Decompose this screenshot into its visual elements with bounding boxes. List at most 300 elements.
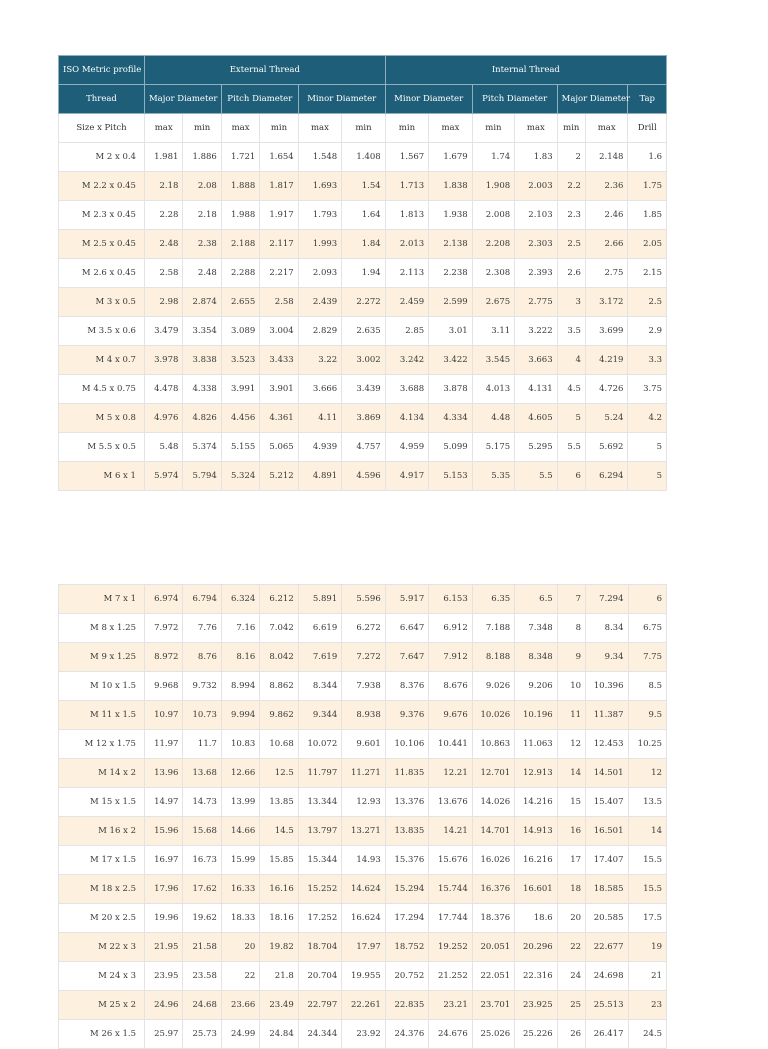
value-cell: 3.222 — [515, 317, 557, 346]
value-cell: 1.713 — [385, 172, 428, 201]
value-cell: 4.959 — [385, 433, 428, 462]
value-cell: 17.407 — [586, 846, 628, 875]
value-cell: 3.878 — [429, 375, 472, 404]
value-cell: 2.98 — [144, 288, 182, 317]
thread-size-cell: M 24 x 3 — [59, 962, 145, 991]
value-cell: 4.826 — [183, 404, 221, 433]
value-cell: 23.92 — [342, 1020, 386, 1049]
value-cell: 22 — [221, 962, 259, 991]
value-cell: 9.376 — [385, 701, 429, 730]
value-cell: 12.93 — [342, 788, 386, 817]
value-cell: 10.026 — [472, 701, 514, 730]
limit-subheader: min — [183, 114, 221, 143]
value-cell: 24.344 — [298, 1020, 342, 1049]
value-cell: 6.212 — [260, 585, 298, 614]
value-cell: 7.75 — [628, 643, 667, 672]
value-cell: 24.96 — [144, 991, 182, 1020]
value-cell: 5.794 — [183, 462, 221, 491]
value-cell: 26.417 — [586, 1020, 628, 1049]
value-cell: 18.704 — [298, 933, 342, 962]
value-cell: 2.6 — [557, 259, 585, 288]
value-cell: 5.374 — [183, 433, 221, 462]
value-cell: 15.99 — [221, 846, 259, 875]
thread-size-cell: M 16 x 2 — [59, 817, 145, 846]
table-row — [59, 288, 667, 317]
thread-size-cell: M 3 x 0.5 — [59, 288, 145, 317]
value-cell: 13.835 — [385, 817, 429, 846]
value-cell: 24.68 — [183, 991, 221, 1020]
value-cell: 15.5 — [628, 846, 667, 875]
table-row — [59, 404, 667, 433]
value-cell: 4.478 — [144, 375, 182, 404]
thread-dimension-table — [58, 55, 667, 491]
value-cell: 3.978 — [144, 346, 182, 375]
value-cell: 15.5 — [628, 875, 667, 904]
value-cell: 1.75 — [628, 172, 667, 201]
value-cell: 9.344 — [298, 701, 342, 730]
value-cell: 12 — [557, 730, 585, 759]
value-cell: 13.271 — [342, 817, 386, 846]
value-cell: 16.33 — [221, 875, 259, 904]
value-cell: 2.46 — [585, 201, 627, 230]
value-cell: 7.619 — [298, 643, 342, 672]
value-cell: 2.66 — [585, 230, 627, 259]
value-cell: 13.68 — [183, 759, 221, 788]
value-cell: 14.624 — [342, 875, 386, 904]
value-cell: 1.993 — [298, 230, 341, 259]
value-cell: 12.66 — [221, 759, 259, 788]
value-cell: 20.752 — [385, 962, 429, 991]
value-cell: 2.5 — [628, 288, 667, 317]
value-cell: 6.647 — [385, 614, 429, 643]
value-cell: 19.252 — [429, 933, 473, 962]
value-cell: 1.679 — [429, 143, 472, 172]
value-cell: 15.344 — [298, 846, 342, 875]
value-cell: 3.002 — [342, 346, 385, 375]
thread-size-cell: M 6 x 1 — [59, 462, 145, 491]
value-cell: 19.82 — [260, 933, 298, 962]
value-cell: 12.453 — [586, 730, 628, 759]
thread-size-cell: M 7 x 1 — [59, 585, 145, 614]
value-cell: 14.501 — [586, 759, 628, 788]
value-cell: 2.138 — [429, 230, 472, 259]
value-cell: 21.252 — [429, 962, 473, 991]
value-cell: 3.5 — [557, 317, 585, 346]
value-cell: 11.063 — [515, 730, 557, 759]
value-cell: 1.54 — [342, 172, 385, 201]
value-cell: 5.48 — [144, 433, 182, 462]
value-cell: 11.271 — [342, 759, 386, 788]
value-cell: 2.38 — [183, 230, 221, 259]
value-cell: 2.829 — [298, 317, 341, 346]
value-cell: 9.732 — [183, 672, 221, 701]
value-cell: 16.376 — [472, 875, 514, 904]
table-row — [59, 614, 667, 643]
table-row — [59, 933, 667, 962]
value-cell: 24 — [557, 962, 585, 991]
table-row — [59, 433, 667, 462]
value-cell: 6.75 — [628, 614, 667, 643]
value-cell: 1.84 — [342, 230, 385, 259]
table-row — [59, 730, 667, 759]
ext-pitch-diameter-header: Pitch Diameter — [221, 85, 298, 114]
value-cell: 4.917 — [385, 462, 428, 491]
value-cell: 5.974 — [144, 462, 182, 491]
value-cell: 13.344 — [298, 788, 342, 817]
table-row — [59, 672, 667, 701]
value-cell: 5.891 — [298, 585, 342, 614]
value-cell: 8.376 — [385, 672, 429, 701]
value-cell: 13.376 — [385, 788, 429, 817]
value-cell: 9.34 — [586, 643, 628, 672]
limit-subheader: max — [298, 114, 341, 143]
value-cell: 3.004 — [260, 317, 298, 346]
value-cell: 3.479 — [144, 317, 182, 346]
table-row — [59, 230, 667, 259]
table-row — [59, 875, 667, 904]
value-cell: 2.008 — [472, 201, 514, 230]
thread-size-cell: M 11 x 1.5 — [59, 701, 145, 730]
table-row — [59, 172, 667, 201]
value-cell: 22.316 — [515, 962, 557, 991]
value-cell: 2.15 — [628, 259, 667, 288]
value-cell: 9.862 — [260, 701, 298, 730]
table-row — [59, 317, 667, 346]
table-row — [59, 759, 667, 788]
thread-size-cell: M 5.5 x 0.5 — [59, 433, 145, 462]
value-cell: 3.663 — [515, 346, 557, 375]
value-cell: 19.955 — [342, 962, 386, 991]
value-cell: 3.172 — [585, 288, 627, 317]
value-cell: 15.252 — [298, 875, 342, 904]
table-page-top — [58, 55, 667, 488]
value-cell: 12.701 — [472, 759, 514, 788]
value-cell: 17.5 — [628, 904, 667, 933]
value-cell: 2.288 — [221, 259, 259, 288]
value-cell: 2.308 — [472, 259, 514, 288]
value-cell: 24.676 — [429, 1020, 473, 1049]
thread-size-cell: M 2.3 x 0.45 — [59, 201, 145, 230]
value-cell: 18 — [557, 875, 585, 904]
value-cell: 17.252 — [298, 904, 342, 933]
value-cell: 5 — [628, 462, 667, 491]
value-cell: 3.089 — [221, 317, 259, 346]
value-cell: 15.85 — [260, 846, 298, 875]
table-row — [59, 846, 667, 875]
value-cell: 7 — [557, 585, 585, 614]
table-row — [59, 643, 667, 672]
value-cell: 5.5 — [515, 462, 557, 491]
thread-size-cell: M 17 x 1.5 — [59, 846, 145, 875]
value-cell: 2.093 — [298, 259, 341, 288]
value-cell: 2.148 — [585, 143, 627, 172]
value-cell: 14.21 — [429, 817, 473, 846]
table-row — [59, 143, 667, 172]
value-cell: 15.294 — [385, 875, 429, 904]
value-cell: 1.817 — [260, 172, 298, 201]
thread-size-cell: M 20 x 2.5 — [59, 904, 145, 933]
ext-major-diameter-header: Major Diameter — [144, 85, 221, 114]
value-cell: 3.3 — [628, 346, 667, 375]
value-cell: 8.5 — [628, 672, 667, 701]
value-cell: 4.2 — [628, 404, 667, 433]
value-cell: 10.25 — [628, 730, 667, 759]
value-cell: 18.16 — [260, 904, 298, 933]
value-cell: 20.585 — [586, 904, 628, 933]
value-cell: 4.5 — [557, 375, 585, 404]
value-cell: 5.24 — [585, 404, 627, 433]
value-cell: 3.838 — [183, 346, 221, 375]
value-cell: 3.523 — [221, 346, 259, 375]
value-cell: 23 — [628, 991, 667, 1020]
value-cell: 18.752 — [385, 933, 429, 962]
value-cell: 4.726 — [585, 375, 627, 404]
value-cell: 9.968 — [144, 672, 182, 701]
value-cell: 22 — [557, 933, 585, 962]
value-cell: 1.654 — [260, 143, 298, 172]
value-cell: 12 — [628, 759, 667, 788]
ext-minor-diameter-header: Minor Diameter — [298, 85, 385, 114]
value-cell: 4.11 — [298, 404, 341, 433]
value-cell: 15.68 — [183, 817, 221, 846]
value-cell: 2.238 — [429, 259, 472, 288]
thread-size-cell: M 25 x 2 — [59, 991, 145, 1020]
value-cell: 9 — [557, 643, 585, 672]
value-cell: 13.5 — [628, 788, 667, 817]
table-row — [59, 585, 667, 614]
value-cell: 1.548 — [298, 143, 341, 172]
value-cell: 6.35 — [472, 585, 514, 614]
value-cell: 21.58 — [183, 933, 221, 962]
value-cell: 2.48 — [183, 259, 221, 288]
value-cell: 25 — [557, 991, 585, 1020]
thread-size-cell: M 10 x 1.5 — [59, 672, 145, 701]
value-cell: 15.376 — [385, 846, 429, 875]
value-cell: 16 — [557, 817, 585, 846]
value-cell: 2.675 — [472, 288, 514, 317]
limit-subheader: max — [585, 114, 627, 143]
value-cell: 25.226 — [515, 1020, 557, 1049]
value-cell: 7.294 — [586, 585, 628, 614]
value-cell: 16.624 — [342, 904, 386, 933]
value-cell: 3.688 — [385, 375, 428, 404]
value-cell: 2.28 — [144, 201, 182, 230]
value-cell: 2.18 — [183, 201, 221, 230]
limit-subheader: min — [342, 114, 385, 143]
value-cell: 13.96 — [144, 759, 182, 788]
value-cell: 11.835 — [385, 759, 429, 788]
value-cell: 17.96 — [144, 875, 182, 904]
value-cell: 17.744 — [429, 904, 473, 933]
table-row — [59, 904, 667, 933]
value-cell: 24.99 — [221, 1020, 259, 1049]
value-cell: 19.62 — [183, 904, 221, 933]
value-cell: 2.874 — [183, 288, 221, 317]
thread-size-cell: M 2 x 0.4 — [59, 143, 145, 172]
value-cell: 19 — [628, 933, 667, 962]
value-cell: 16.73 — [183, 846, 221, 875]
thread-size-cell: M 5 x 0.8 — [59, 404, 145, 433]
value-cell: 3.01 — [429, 317, 472, 346]
value-cell: 1.74 — [472, 143, 514, 172]
value-cell: 3.666 — [298, 375, 341, 404]
value-cell: 10.97 — [144, 701, 182, 730]
value-cell: 10.73 — [183, 701, 221, 730]
value-cell: 2.3 — [557, 201, 585, 230]
value-cell: 7.938 — [342, 672, 386, 701]
value-cell: 6.794 — [183, 585, 221, 614]
value-cell: 4.596 — [342, 462, 385, 491]
value-cell: 7.16 — [221, 614, 259, 643]
value-cell: 8.938 — [342, 701, 386, 730]
value-cell: 8.972 — [144, 643, 182, 672]
value-cell: 26 — [557, 1020, 585, 1049]
value-cell: 2.272 — [342, 288, 385, 317]
table-row — [59, 991, 667, 1020]
value-cell: 3.422 — [429, 346, 472, 375]
value-cell: 11.97 — [144, 730, 182, 759]
table-page-bottom — [58, 584, 667, 1039]
value-cell: 4.456 — [221, 404, 259, 433]
value-cell: 10.396 — [586, 672, 628, 701]
value-cell: 3.869 — [342, 404, 385, 433]
value-cell: 1.85 — [628, 201, 667, 230]
int-minor-diameter-header: Minor Diameter — [385, 85, 472, 114]
value-cell: 18.33 — [221, 904, 259, 933]
value-cell: 2.75 — [585, 259, 627, 288]
value-cell: 4.013 — [472, 375, 514, 404]
value-cell: 16.16 — [260, 875, 298, 904]
value-cell: 6 — [557, 462, 585, 491]
value-cell: 16.601 — [515, 875, 557, 904]
thread-size-cell: M 2.6 x 0.45 — [59, 259, 145, 288]
value-cell: 4.219 — [585, 346, 627, 375]
value-cell: 23.21 — [429, 991, 473, 1020]
value-cell: 5.5 — [557, 433, 585, 462]
value-cell: 8.862 — [260, 672, 298, 701]
value-cell: 2.85 — [385, 317, 428, 346]
thread-dimension-table-continued — [58, 584, 667, 1049]
value-cell: 8.344 — [298, 672, 342, 701]
value-cell: 3.433 — [260, 346, 298, 375]
value-cell: 1.408 — [342, 143, 385, 172]
value-cell: 20.704 — [298, 962, 342, 991]
value-cell: 15.676 — [429, 846, 473, 875]
value-cell: 3.439 — [342, 375, 385, 404]
value-cell: 12.21 — [429, 759, 473, 788]
thread-size-cell: M 9 x 1.25 — [59, 643, 145, 672]
size-pitch-subheader: Size x Pitch — [59, 114, 145, 143]
value-cell: 17.97 — [342, 933, 386, 962]
value-cell: 4.757 — [342, 433, 385, 462]
value-cell: 23.66 — [221, 991, 259, 1020]
value-cell: 24.376 — [385, 1020, 429, 1049]
value-cell: 6.974 — [144, 585, 182, 614]
table-row — [59, 962, 667, 991]
table-row — [59, 788, 667, 817]
value-cell: 6.294 — [585, 462, 627, 491]
value-cell: 21 — [628, 962, 667, 991]
value-cell: 3.545 — [472, 346, 514, 375]
limit-subheader: min — [260, 114, 298, 143]
value-cell: 6.5 — [515, 585, 557, 614]
value-cell: 16.216 — [515, 846, 557, 875]
value-cell: 3.75 — [628, 375, 667, 404]
value-cell: 20 — [557, 904, 585, 933]
value-cell: 10.68 — [260, 730, 298, 759]
value-cell: 13.676 — [429, 788, 473, 817]
internal-thread-header: Internal Thread — [385, 56, 666, 85]
int-pitch-diameter-header: Pitch Diameter — [472, 85, 557, 114]
value-cell: 14.5 — [260, 817, 298, 846]
value-cell: 1.981 — [144, 143, 182, 172]
value-cell: 1.838 — [429, 172, 472, 201]
value-cell: 15.407 — [586, 788, 628, 817]
limit-subheader: max — [515, 114, 557, 143]
table-row — [59, 375, 667, 404]
thread-size-cell: M 12 x 1.75 — [59, 730, 145, 759]
value-cell: 2.599 — [429, 288, 472, 317]
value-cell: 13.797 — [298, 817, 342, 846]
value-cell: 2.303 — [515, 230, 557, 259]
value-cell: 4.891 — [298, 462, 341, 491]
value-cell: 8.348 — [515, 643, 557, 672]
value-cell: 1.988 — [221, 201, 259, 230]
value-cell: 7.272 — [342, 643, 386, 672]
value-cell: 16.501 — [586, 817, 628, 846]
thread-size-cell: M 2.2 x 0.45 — [59, 172, 145, 201]
value-cell: 24.698 — [586, 962, 628, 991]
value-cell: 7.188 — [472, 614, 514, 643]
thread-size-cell: M 4 x 0.7 — [59, 346, 145, 375]
value-cell: 25.026 — [472, 1020, 514, 1049]
value-cell: 7.972 — [144, 614, 182, 643]
table-row — [59, 346, 667, 375]
value-cell: 5.065 — [260, 433, 298, 462]
value-cell: 9.994 — [221, 701, 259, 730]
thread-size-cell: M 15 x 1.5 — [59, 788, 145, 817]
value-cell: 2.58 — [144, 259, 182, 288]
value-cell: 2.9 — [628, 317, 667, 346]
value-cell: 2.08 — [183, 172, 221, 201]
value-cell: 1.6 — [628, 143, 667, 172]
value-cell: 17.294 — [385, 904, 429, 933]
value-cell: 6.619 — [298, 614, 342, 643]
value-cell: 4.334 — [429, 404, 472, 433]
limit-subheader: Drill — [628, 114, 667, 143]
value-cell: 5 — [628, 433, 667, 462]
value-cell: 3.242 — [385, 346, 428, 375]
value-cell: 4.131 — [515, 375, 557, 404]
value-cell: 4.605 — [515, 404, 557, 433]
value-cell: 10.196 — [515, 701, 557, 730]
value-cell: 2.013 — [385, 230, 428, 259]
value-cell: 3.901 — [260, 375, 298, 404]
value-cell: 8.676 — [429, 672, 473, 701]
value-cell: 1.721 — [221, 143, 259, 172]
value-cell: 13.85 — [260, 788, 298, 817]
value-cell: 20.051 — [472, 933, 514, 962]
value-cell: 3.699 — [585, 317, 627, 346]
value-cell: 1.83 — [515, 143, 557, 172]
value-cell: 9.601 — [342, 730, 386, 759]
value-cell: 2.003 — [515, 172, 557, 201]
profile-header: ISO Metric profile — [59, 56, 145, 85]
value-cell: 2.775 — [515, 288, 557, 317]
value-cell: 25.513 — [586, 991, 628, 1020]
value-cell: 2.117 — [260, 230, 298, 259]
value-cell: 3 — [557, 288, 585, 317]
